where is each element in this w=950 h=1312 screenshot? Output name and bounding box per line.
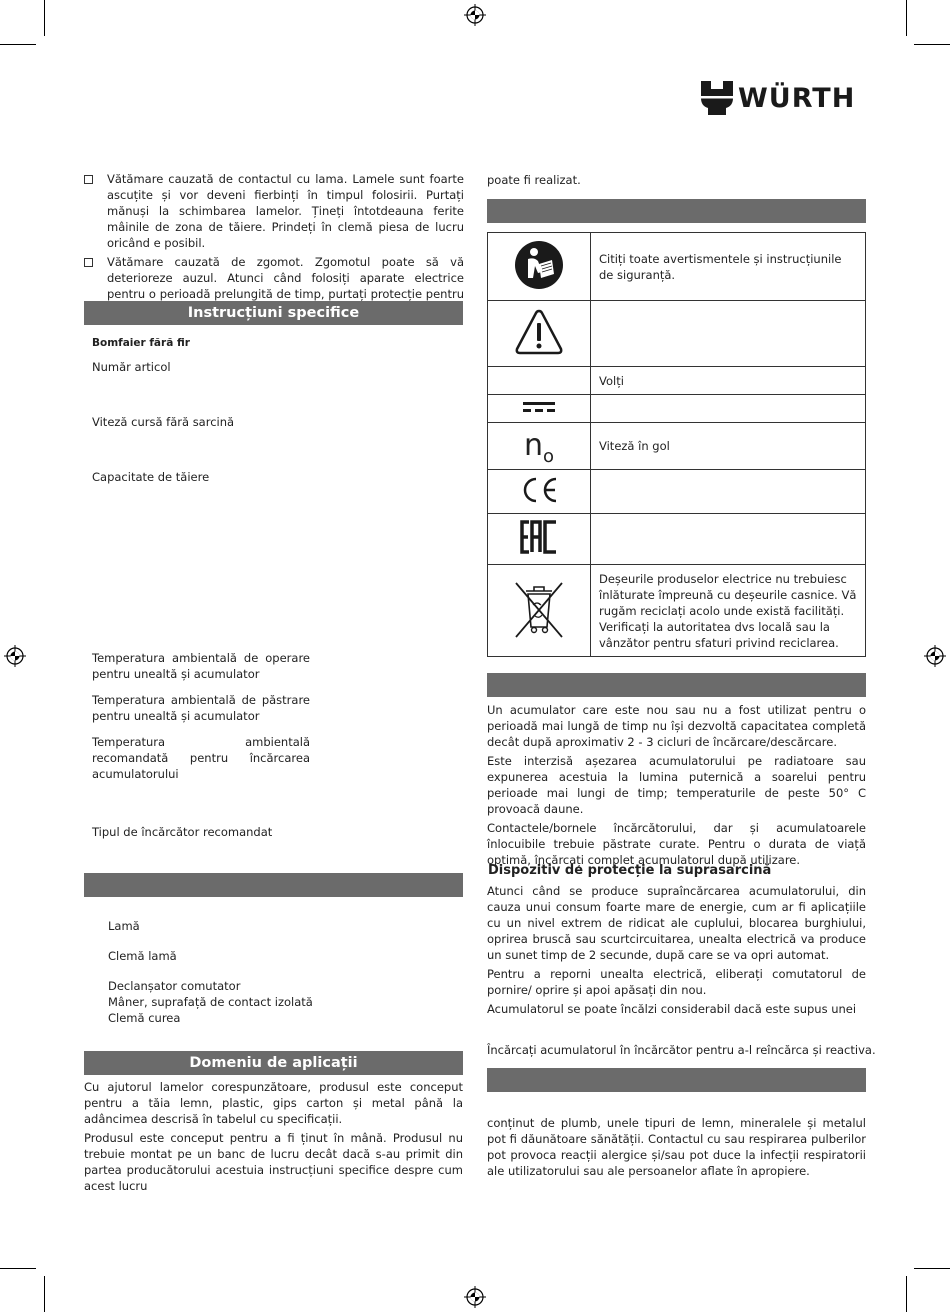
registration-mark-icon: [464, 1286, 486, 1308]
table-row: [488, 367, 866, 395]
spec-row: Număr articol: [92, 360, 171, 374]
brand-logo: [700, 80, 870, 118]
symbol-description: Viteză în gol: [591, 423, 866, 470]
spec-row: Temperatura ambientală de operare pentru unealtă și acumulator: [92, 651, 310, 681]
checkbox-square-icon: [84, 175, 93, 184]
dust-text: conținut de plumb, unele tipuri de lemn, mineralele și metalul pot fi dăunătoare sănătății. Contactul cu sau respirarea pulberilor pot provoca reacții alergice și/sau pot duce la infecții respiratorii ale utilizatorului sau ale persoanelor aflate în apropiere.: [487, 1116, 866, 1178]
overload-text: [487, 883, 866, 1020]
table-row: [488, 470, 866, 514]
spec-row: Temperatura ambientală recomandată pentru încărcarea acumulatorului: [92, 735, 310, 781]
crop-mark: [44, 0, 45, 36]
symbol-cell: [488, 514, 591, 565]
battery-text: [487, 702, 866, 871]
symbol-cell: [488, 233, 591, 301]
crop-mark: [914, 44, 950, 45]
part-item: Clemă curea: [108, 1011, 181, 1025]
crop-mark: [44, 1276, 45, 1312]
symbol-cell: [488, 301, 591, 367]
symbol-cell: [488, 565, 591, 657]
safety-bullet-list: [84, 171, 464, 321]
part-item: Lamă: [108, 919, 140, 933]
part-item: Clemă lamă: [108, 949, 177, 963]
table-row: [488, 565, 866, 657]
section-bar-dust: [487, 1068, 866, 1092]
paragraph: Atunci când se produce supraîncărcarea acumulatorului, din cauza unui consum foarte mare de energie, cum ar fi aplicațiile cu un nivel extrem de ridicat ale cuplului, blocarea burghiului, oprirea bruscă sau scurtcircuitarea, unealta electrică va produce un sunet timp de 2 secunde, după care se va opri automat.: [487, 884, 866, 962]
paragraph: Contactele/bornele încărcătorului, dar și acumulatoarele înlocuibile trebuie păstrate curate. Pentru o durata de viață optimă, încărcați complet acumulatorul după utilizare.: [487, 821, 866, 867]
symbol-description: [591, 514, 866, 565]
table-row: [488, 395, 866, 423]
speed-symbol: n: [523, 428, 543, 463]
list-item: [84, 171, 464, 251]
section-bar-battery: [487, 673, 866, 697]
table-row: [488, 423, 866, 470]
part-item: Declanșator comutator: [108, 979, 241, 993]
product-name: Bomfaier fără fir: [92, 337, 190, 349]
paragraph: Produsul este conceput pentru a fi ținut în mână. Produsul nu trebuie montat pe un banc de lucru decât dacă s-au primit din partea producătorului acestuia instrucțiuni specifice despre cum acest lucru: [84, 1131, 463, 1193]
paragraph: Cu ajutorul lamelor corespunzătoare, produsul este conceput pentru a tăia lemn, plastic, gips carton și metal până la adâncimea descrisă în tabelul cu specificații.: [84, 1080, 463, 1126]
eac-mark-icon: [520, 519, 558, 555]
section-bar-parts: [84, 873, 463, 897]
crop-mark: [914, 1268, 950, 1269]
symbol-cell: [488, 367, 591, 395]
brand-name: WÜRTH: [738, 83, 856, 114]
section-bar-specs: Instrucțiuni specifice: [84, 301, 463, 325]
paragraph: Pentru a reporni unealta electrică, eliberați comutatorul de pornire/ oprire și apoi apăsați din nou.: [487, 967, 866, 997]
symbol-description: [591, 395, 866, 423]
paragraph: Acumulatorul se poate încălzi considerabil dacă este supus unei: [487, 1002, 857, 1016]
registration-mark-icon: [924, 645, 946, 667]
paragraph: Un acumulator care este nou sau nu a fost utilizat pentru o perioadă mai lungă de timp nu își dezvoltă capacitatea completă decât după aproximativ 2 - 3 cicluri de încărcare/descărcare.: [487, 703, 866, 749]
no-load-speed-icon: [488, 423, 591, 470]
spec-row: Tipul de încărcător recomandat: [92, 825, 273, 839]
wurth-logo-icon: [700, 80, 734, 116]
section-bar-application: Domeniu de aplicații: [84, 1051, 463, 1075]
part-item: Mâner, suprafață de contact izolată: [108, 995, 313, 1009]
warning-triangle-icon: [514, 308, 564, 356]
paragraph: Este interzisă așezarea acumulatorului pe radiatoare sau expunerea acestuia la lumina puternică a soarelui pentru perioade mai lungi de timp; temperaturile de peste 50° C provoacă daune.: [487, 754, 866, 816]
crop-mark: [0, 1268, 36, 1269]
speed-subscript: o: [543, 446, 555, 467]
read-manual-icon: [514, 240, 564, 290]
recharge-note: Încărcați acumulatorul în încărcător pentru a-l reîncărca și reactiva.: [487, 1043, 876, 1057]
symbol-description: [591, 301, 866, 367]
registration-mark-icon: [4, 645, 26, 667]
table-row: [488, 301, 866, 367]
symbol-description: [591, 470, 866, 514]
bullet-text: Vătămare cauzată de contactul cu lama. Lamele sunt foarte ascuțite și vor deveni fierbinți în timpul folosirii. Purtați mănuși la schimbarea lamelor. Țineți întotdeauna ferite mâinile de zona de tăiere. Prindeți în clemă piesa de lucru oricând e posibil.: [107, 172, 464, 250]
symbols-table: [487, 232, 866, 657]
symbol-cell: [488, 470, 591, 514]
spec-row: Capacitate de tăiere: [92, 470, 210, 484]
checkbox-square-icon: [84, 258, 93, 267]
symbol-description: Citiți toate avertismentele și instrucțiunile de siguranță.: [591, 233, 866, 301]
ce-mark-icon: [519, 475, 559, 505]
overload-heading: Dispozitiv de protecție la suprasarcină: [488, 863, 772, 878]
table-row: [488, 514, 866, 565]
spec-row: Viteză cursă fără sarcină: [92, 415, 235, 429]
crossed-bin-icon: [511, 577, 567, 641]
crop-mark: [906, 1276, 907, 1312]
symbol-description: Deșeurile produselor electrice nu trebuiesc înlăturate împreună cu deșeurile casnice. Vă rugăm reciclați acolo unde există facilități. Verificați la autoritatea dvs locală sau la vânzător pentru sfaturi privind reciclarea.: [591, 565, 866, 657]
spec-row: Temperatura ambientală de păstrare pentru unealtă și acumulator: [92, 693, 310, 723]
registration-mark-icon: [464, 4, 486, 26]
bullet-text: Vătămare cauzată de zgomot. Zgomotul poate să vă deterioreze auzul. Atunci când folosiți aparate electrice pentru o perioadă prelungită de timp, purtați protecție pentru: [107, 255, 464, 301]
direct-current-icon: [523, 400, 555, 414]
paragraph-continuation: poate fi realizat.: [487, 173, 581, 187]
application-text: [84, 1079, 463, 1197]
crop-mark: [0, 44, 36, 45]
section-bar-symbols: [487, 199, 866, 223]
table-row: [488, 233, 866, 301]
symbol-description: Volți: [591, 367, 866, 395]
crop-mark: [906, 0, 907, 36]
symbol-cell: [488, 395, 591, 423]
